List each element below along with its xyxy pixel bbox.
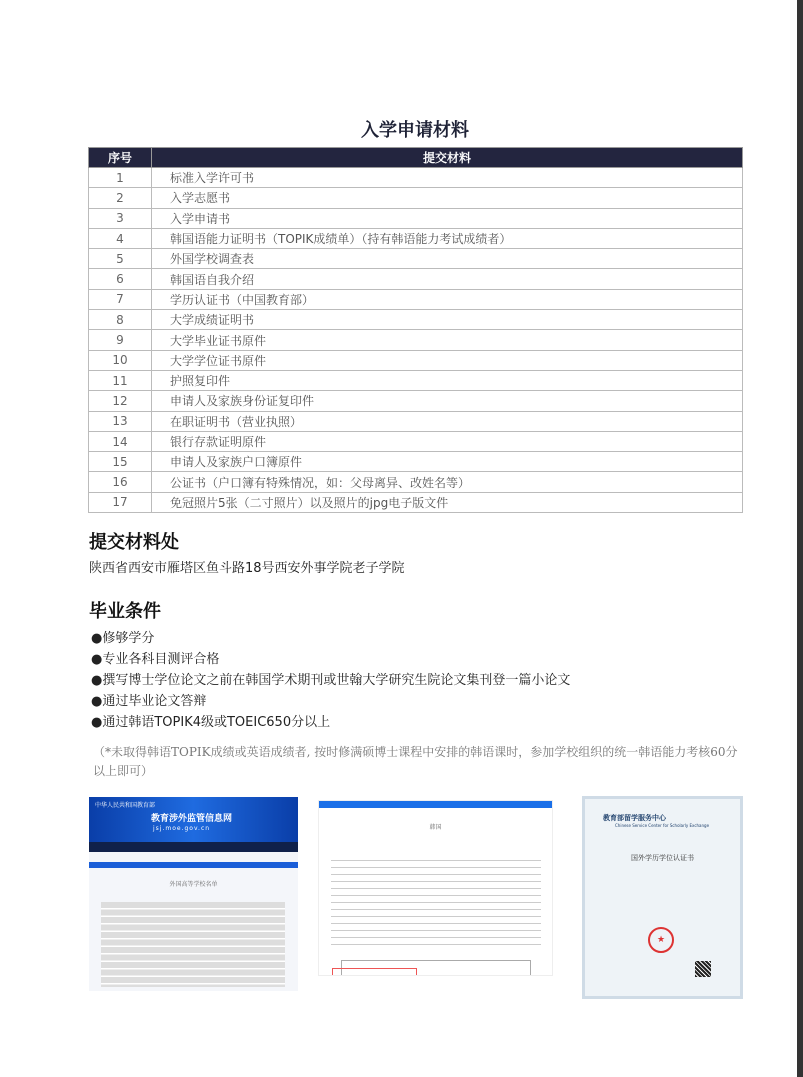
row-index: 2 [89,188,152,208]
row-index: 1 [89,168,152,188]
table-row [89,249,743,269]
row-material: 韩国语能力证明书（TOPIK成绩单）（持有韩语能力考试成绩者） [152,228,743,248]
row-index: 6 [89,269,152,289]
submit-address: 陕西省西安市雁塔区鱼斗路18号西安外事学院老子学院 [89,561,405,576]
table-row [89,168,743,188]
table-row [89,269,743,289]
row-index: 7 [89,289,152,309]
page-edge [797,0,803,1077]
row-index: 3 [89,208,152,228]
row-material: 免冠照片5张（二寸照片）以及照片的jpg电子版文件 [152,492,743,512]
list-item: ●修够学分 [91,631,155,646]
list-item: ●撰写博士学位论文之前在韩国学术期刊或世翰大学研究生院论文集刊登一篇小论文 [91,673,571,688]
site-url: jsj.moe.gov.cn [153,825,211,832]
row-material: 入学申请书 [152,208,743,228]
row-index: 14 [89,431,152,451]
table-row [89,310,743,330]
cert-org: 教育部留学服务中心 [603,814,666,822]
graduation-note: （*未取得韩语TOPIK成绩或英语成绩者, 按时修满硕博士课程中安排的韩语课时，参加学校组织的统一韩语能力考核60分以上即可） [93,745,738,778]
row-index: 16 [89,472,152,492]
graduation-heading: 毕业条件 [89,601,161,622]
header-index: 序号 [89,148,152,168]
row-index: 11 [89,370,152,390]
row-index: 17 [89,492,152,512]
header-material: 提交材料 [152,148,743,168]
list-item: ●通过毕业论文答辩 [91,694,207,709]
cert-title: 国外学历学位认证书 [631,854,694,862]
site-name: 教育涉外监管信息网 [151,814,233,824]
row-material: 申请人及家族身份证复印件 [152,391,743,411]
graduation-list [91,628,570,733]
row-material: 外国学校调查表 [152,249,743,269]
row-index: 10 [89,350,152,370]
table-row [89,289,743,309]
table-row [89,492,743,512]
korea-heading: 韩国 [429,824,442,831]
table-row [89,188,743,208]
table-row [89,370,743,390]
row-material: 申请人及家族户口簿原件 [152,452,743,472]
qr-code-icon [695,961,711,977]
row-material: 韩国语自我介绍 [152,269,743,289]
page-title: 入学申请材料 [361,120,469,141]
submit-heading: 提交材料处 [89,532,179,553]
row-index: 15 [89,452,152,472]
row-material: 公证书（户口簿有特殊情况，如：父母离异、改姓名等） [152,472,743,492]
degree-certificate-image [582,796,743,999]
cert-org-en: Chinese Service Center for Scholarly Exchange [615,823,710,828]
row-material: 学历认证书（中国教育部） [152,289,743,309]
table-row [89,472,743,492]
row-index: 9 [89,330,152,350]
row-material: 在职证明书（营业执照） [152,411,743,431]
materials-table [88,147,743,513]
table-row [89,431,743,451]
table-row [89,350,743,370]
table-row [89,391,743,411]
row-material: 银行存款证明原件 [152,431,743,451]
moe-website-screenshot [89,797,298,991]
table-row [89,411,743,431]
list-item: ●专业各科目测评合格 [91,652,220,667]
row-index: 13 [89,411,152,431]
list-title: 外国高等学校名单 [169,881,218,888]
row-material: 标准入学许可书 [152,168,743,188]
seal-icon: ★ [648,927,674,953]
row-material: 护照复印件 [152,370,743,390]
ministry-label: 中华人民共和国教育部 [95,802,156,809]
table-row [89,228,743,248]
row-index: 12 [89,391,152,411]
row-index: 4 [89,228,152,248]
table-row [89,208,743,228]
table-row [89,452,743,472]
row-material: 大学成绩证明书 [152,310,743,330]
row-material: 大学毕业证书原件 [152,330,743,350]
row-material: 入学志愿书 [152,188,743,208]
row-material: 大学学位证书原件 [152,350,743,370]
row-index: 5 [89,249,152,269]
korea-page-screenshot [318,800,553,976]
table-row [89,330,743,350]
list-item: ●通过韩语TOPIK4级或TOEIC650分以上 [91,715,331,730]
row-index: 8 [89,310,152,330]
